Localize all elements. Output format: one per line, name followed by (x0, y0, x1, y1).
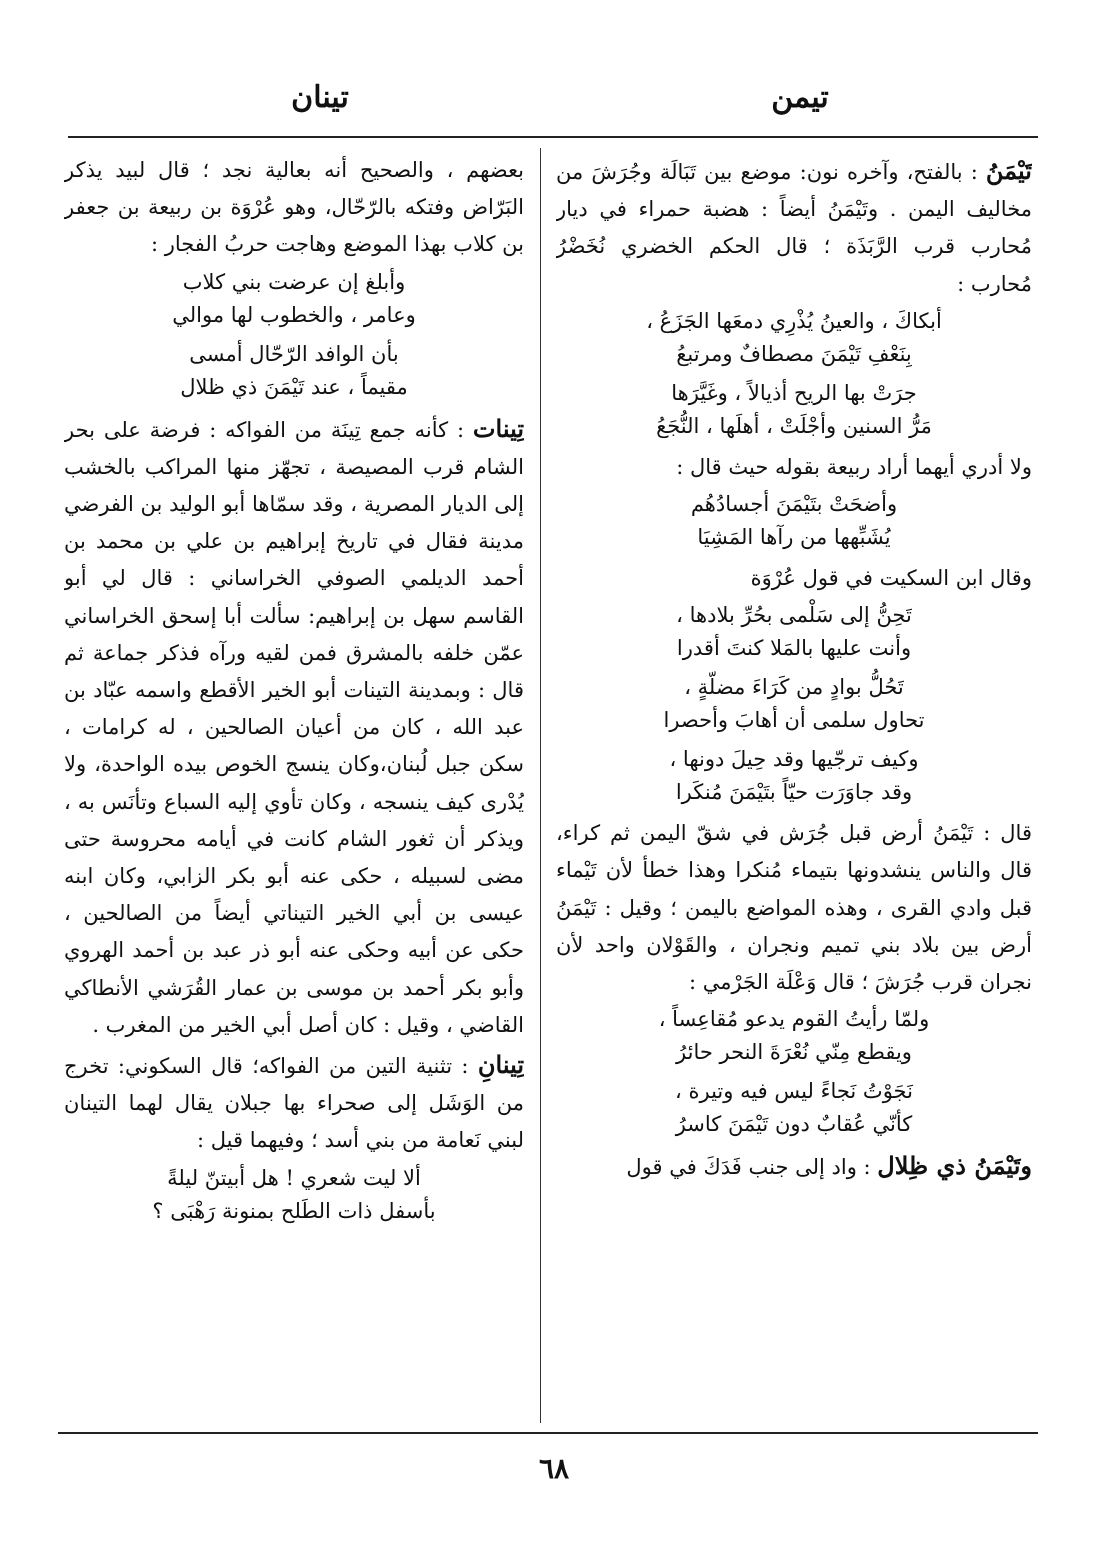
verse-line: تحاول سلمى أن أهابَ وأحصرا (663, 708, 925, 733)
verse-line: وأضحَتْ بتَيْمَنَ أجسادُهُم (690, 492, 898, 517)
poem-block (64, 338, 524, 404)
header-rule (68, 136, 1038, 138)
verse-line: وأنت عليها بالمَلا كنتَ أقدرا (676, 636, 912, 661)
verse-line: بِنَعْفِ تَيْمَنَ مصطافٌ ومرتبعُ (676, 341, 912, 366)
paragraph: وقال ابن السكيت في قول عُرْوَة (750, 566, 1032, 591)
verse-line: وأبلغ إن عرضت بني كلاب (182, 269, 406, 294)
running-header-right: تيمن (771, 80, 829, 115)
entry-text: : تثنية التين من الفواكه؛ قال السكوني: تخرج من الوَشَل إلى صحراء بها جبلان يقال لهما التينان لبني نَعامة من بني أسد ؛ وفيهما قيل : (64, 1054, 524, 1153)
footer-rule (58, 1432, 1038, 1434)
entry-taiman (556, 152, 1032, 303)
verse-line: ويقطع مِنّي نُعْرَةَ النحر حائرُ (676, 1040, 912, 1065)
verse-line: أبكاكَ ، والعينُ يُذْرِي دمعَها الجَزَعُ ، (646, 308, 942, 333)
poem-block (556, 599, 1032, 665)
entry-text: : بالفتح، وآخره نون: موضع بين تَبَالَة وجُرَشَ من مخاليف اليمن . وتَيْمَنُ أيضاً : هضبة حمراء في ديار مُحارب قرب الرَّبَذَة ؛ قال الحكم الخضري نُخَضْرُ مُحارب : (556, 160, 1032, 296)
entry-text: : كأنه جمع تِينَة من الفواكه : فرضة على بحر الشام قرب المصيصة ، تجهّز منها المراكب بالخشب إلى الديار المصرية ، وقد سمّاها أبو الوليد بن الفرضي مدينة فقال في تاريخ إبراهيم بن علي بن محمد بن أحمد الديلمي الصوفي الخراساني : قال لي أبو القاسم سهل بن إبراهيم: سألت أبا إسحق الخراساني عمّن خلفه بالمشرق فمن لقيه ورآه فذكر جماعة ثم قال : وبمدينة التينات أبو الخير الأقطع واسمه عبّاد بن عبد الله ، كان من أعيان الصالحين ، له كرامات ، سكن جبل لُبنان،وكان ينسج الخوص بيده الواحدة، ولا يُدْرى كيف ينسجه ، وكان تأوي إليه السباع وتأنَس به ، ويذكر أن ثغور الشام كانت في أيامه محروسة حتى مضى لسبيله ، حكى عنه أبو بكر الزابي، وكان ابنه عيسى بن أبي الخير التيناتي أيضاً من الصالحين ، حكى عن أبيه وحكى عنه أبو ذر عبد بن أحمد الهروي وأبو بكر أحمد بن موسى بن عمار القُرَشي الأنطاكي القاضي ، وقيل : كان أصل أبي الخير من المغرب . (64, 417, 524, 1037)
verse-line: تَحُلُّ بوادٍ من كَرَاءَ مضلّةٍ ، (684, 675, 904, 700)
verse-line: وعامر ، والخطوب لها موالي (172, 302, 416, 327)
running-header-left: تينان (291, 80, 349, 115)
entry-headword: وتَيْمَنُ ذي ظِلال (877, 1151, 1032, 1181)
verse-line: بأن الوافد الرّحّال أمسى (189, 341, 399, 366)
verse-line: ألا ليت شعري ! هل أبيتنّ ليلةً (167, 1165, 421, 1190)
poem-block (64, 266, 524, 332)
verse-line: بأسفل ذات الطَلح بمنونة رَهْبَى ؟ (152, 1198, 436, 1223)
entry-tinan (64, 1046, 524, 1160)
entry-headword: تِينات (472, 413, 524, 443)
verse-line: جرَتْ بها الريح أذيالاً ، وغَيَّرَها (671, 380, 917, 405)
entry-taiman-dhi-zilal (556, 1147, 1032, 1186)
column-divider (540, 148, 541, 1423)
poem-block (556, 1075, 1032, 1141)
page-number: ٦٨ (538, 1452, 570, 1485)
verse-line: كأنّي عُقابٌ دون تَيْمَنَ كاسرُ (675, 1112, 913, 1137)
poem-block (556, 488, 1032, 554)
left-column (64, 152, 524, 1422)
right-column (556, 152, 1032, 1422)
verse-line: وكيف ترجّيها وقد حِيلَ دونها ، (669, 747, 919, 772)
verse-line: تَحِنُّ إلى سَلْمى بحُرِّ بلادها ، (676, 603, 912, 628)
paragraph: بعضهم ، والصحيح أنه بعالية نجد ؛ قال لبيد يذكر البَرّاض وفتكه بالرّحّال، وهو عُرْوَة بن ربيعة بن جعفر بن كلاب بهذا الموضع وهاجت حربُ الفجار : (64, 158, 524, 257)
poem-block (556, 377, 1032, 443)
verse-line: نَجَوْتُ نَجاءً ليس فيه وتيرة ، (675, 1079, 913, 1104)
poem-block (64, 1162, 524, 1228)
poem-block (556, 671, 1032, 737)
verse-line: وقد جاوَرَت حيّاً بتَيْمَنَ مُنكَرا (675, 780, 913, 805)
verse-line: يُشَبِّهها من رآها المَشِيَا (697, 525, 891, 550)
poem-block (556, 305, 1032, 371)
poem-block (556, 1003, 1032, 1069)
poem-block (556, 743, 1032, 809)
verse-line: مَرُّ السنين وأجْلَتْ ، أهلَها ، النُّجَعُ (656, 413, 932, 438)
verse-line: مقيماً ، عند تَيْمَنَ ذي ظلال (180, 374, 408, 399)
entry-tinat (64, 410, 524, 1044)
entry-text: : واد إلى جنب فَدَكَ في قول (626, 1155, 871, 1180)
entry-headword: تَيْمَنُ (985, 156, 1032, 185)
paragraph: ولا أدري أيهما أراد ربيعة بقوله حيث قال : (676, 454, 1032, 479)
paragraph: قال : تَيْمَنُ أرض قبل جُرَش في شقّ اليمن ثم كراء، قال والناس ينشدونها بتيماء مُنكرا وهذا خطأ لأن تَيْماء قبل وادي القرى ، وهذه المواضع باليمن ؛ وقيل : تَيْمَنُ أرض بين بلاد بني تميم ونجران ، والقَوْلان واحد لأن نجران قرب جُرَشَ ؛ قال وَعْلَة الجَرْمي : (556, 821, 1032, 995)
verse-line: ولمّا رأيتُ القوم يدعو مُقاعِساً ، (658, 1007, 930, 1032)
entry-headword: تِينانِ (477, 1050, 524, 1080)
